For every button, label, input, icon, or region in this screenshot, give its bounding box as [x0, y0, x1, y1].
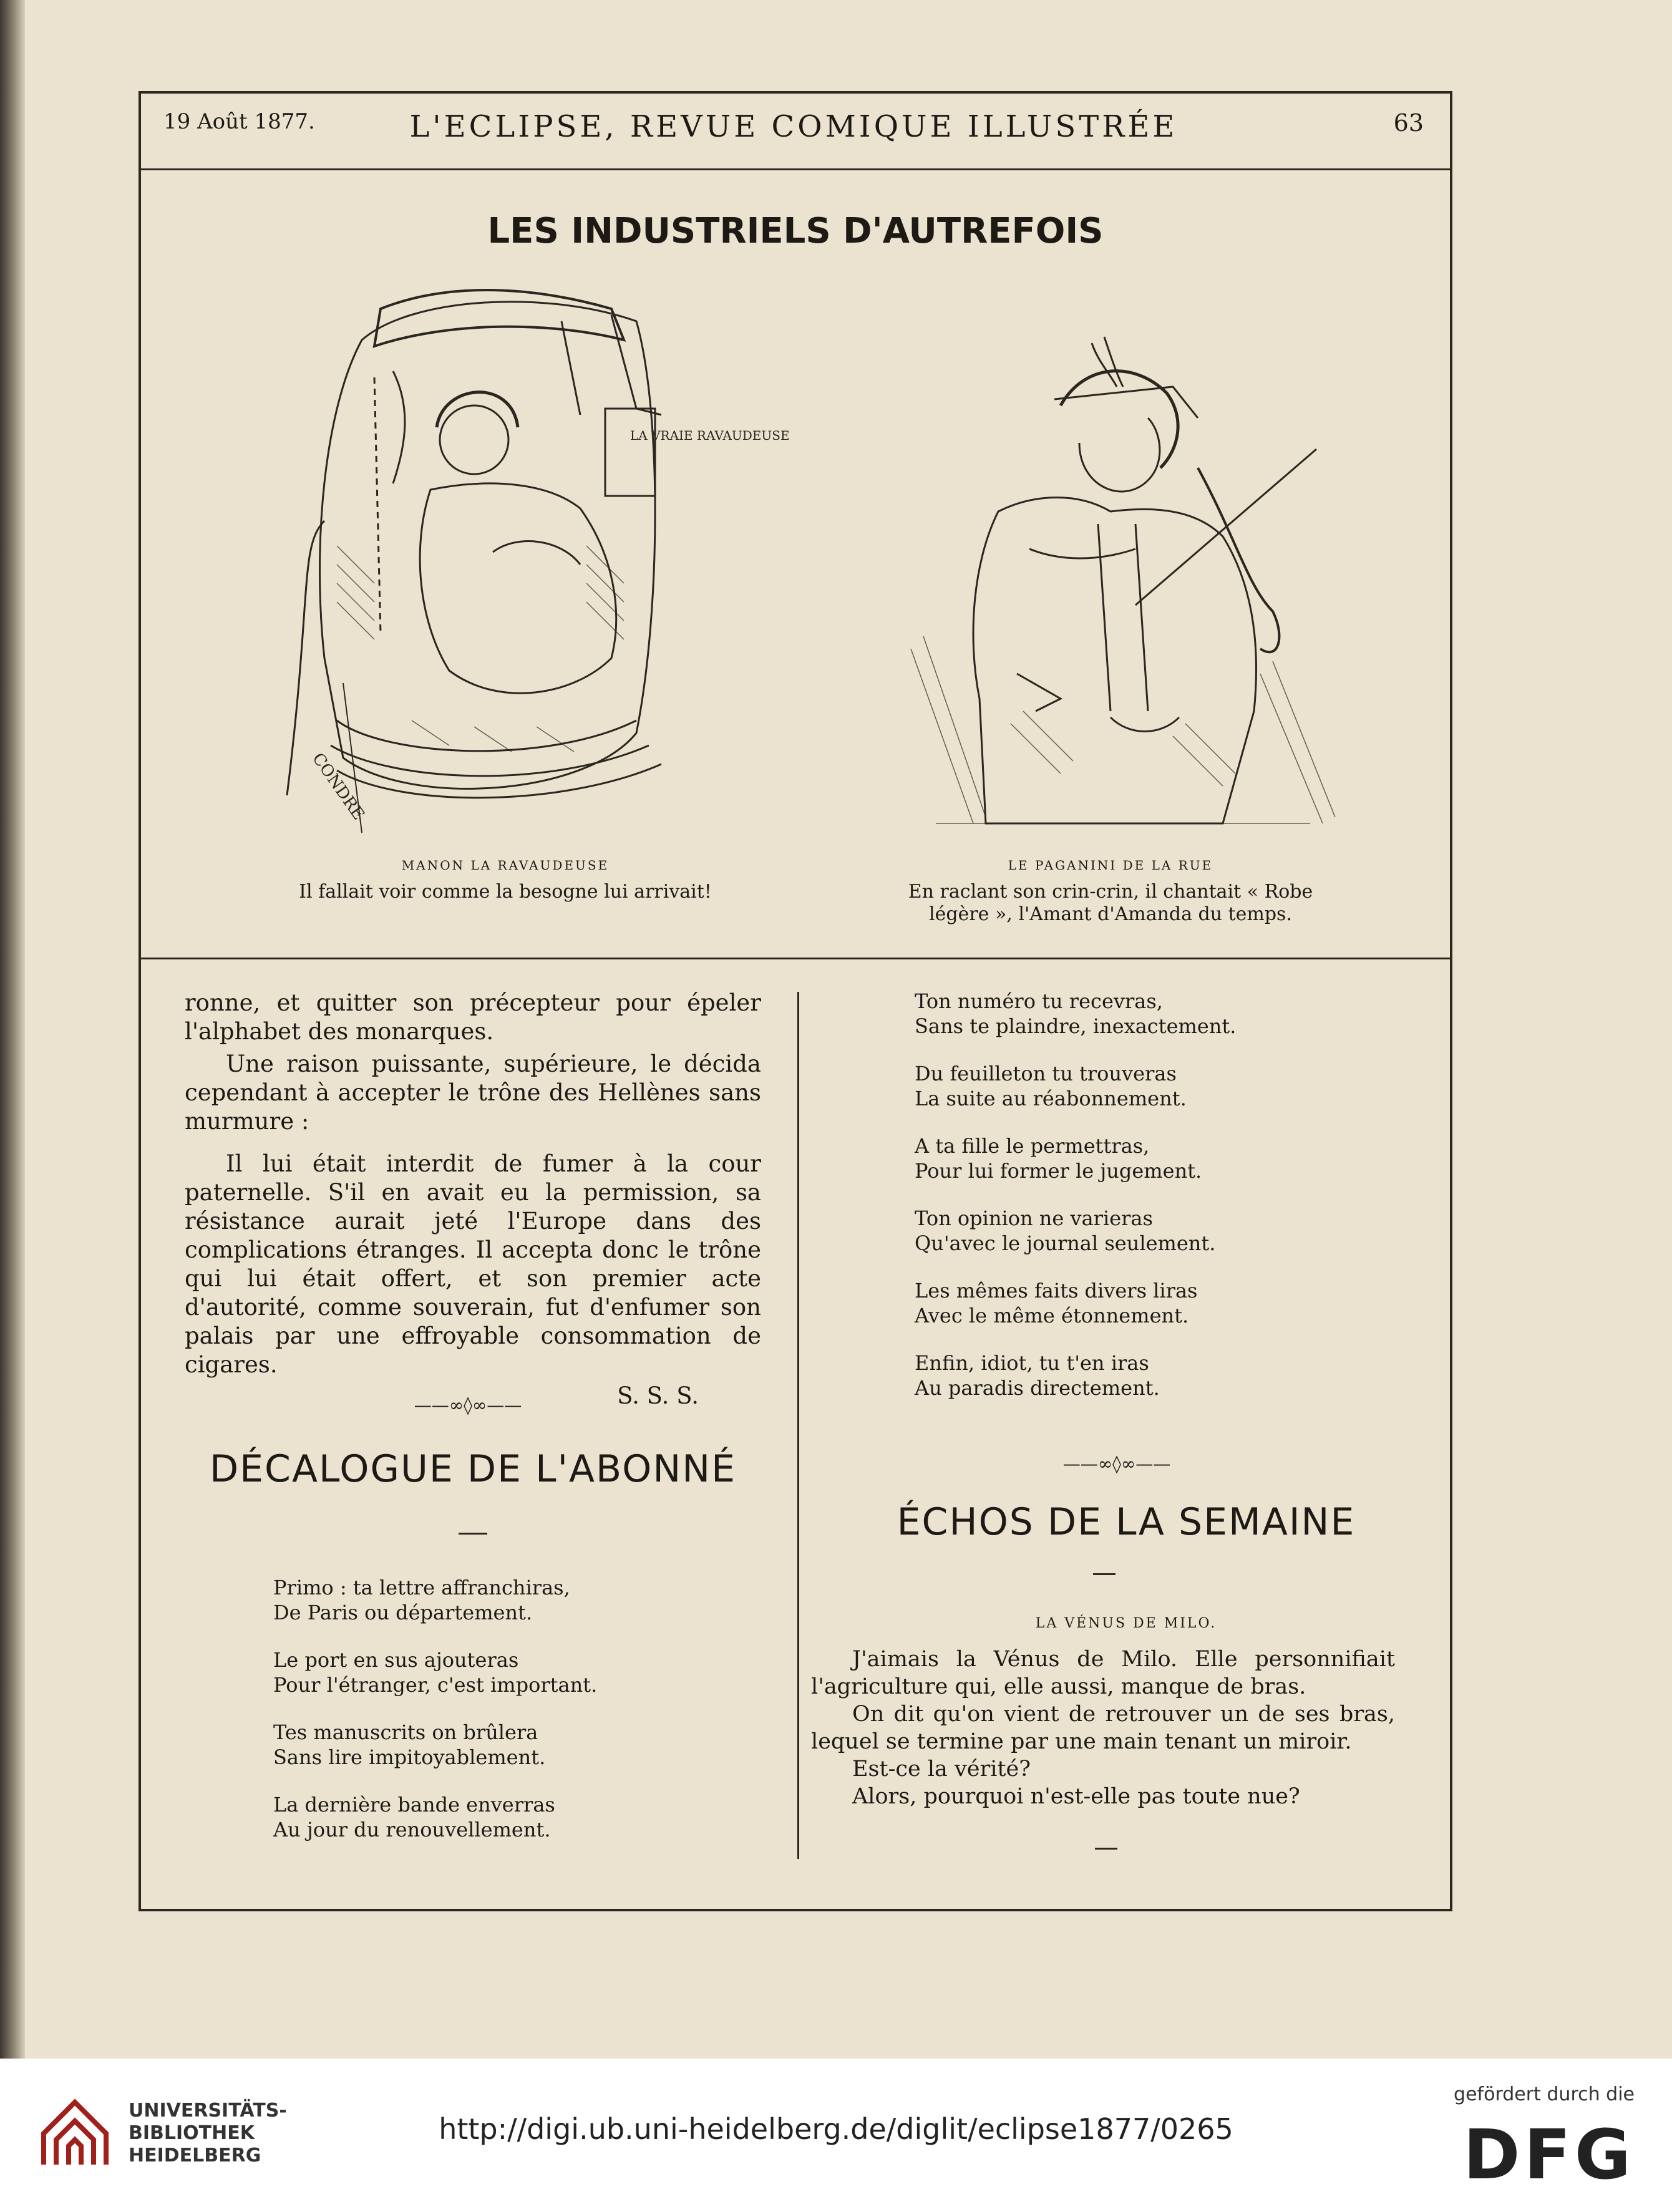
verse-line: Sans te plaindre, inexactement. [915, 1014, 1237, 1038]
verse-line: Ton numéro tu recevras, [915, 989, 1163, 1013]
ravaudeuse-sign-text: LA VRAIE RAVAUDEUSE [630, 428, 790, 443]
verse-line: Avec le même étonnement. [915, 1304, 1189, 1327]
short-dash-1 [459, 1533, 487, 1535]
stanza-8 [915, 1206, 1401, 1256]
decalogue-title: DÉCALOGUE DE L'ABONNÉ [209, 1447, 737, 1491]
verse-line: Pour l'étranger, c'est important. [273, 1673, 598, 1697]
column-divider [797, 992, 799, 1859]
page-number: 63 [1393, 109, 1424, 137]
verse-line: Le port en sus ajouteras [273, 1648, 519, 1672]
verse-line: Ton opinion ne varieras [915, 1206, 1153, 1230]
stanza-4 [273, 1792, 747, 1842]
echos-paragraph-2: On dit qu'on vient de retrouver un de ses bras, lequel se termine par une main tenant un miroir. [811, 1702, 1395, 1754]
echos-body [811, 1646, 1395, 1810]
verse-line: Pour lui former le jugement. [915, 1159, 1202, 1183]
manon-illustration [287, 284, 790, 839]
section-title-industriels: LES INDUSTRIELS D'AUTREFOIS [487, 211, 1104, 251]
verse-line: Sans lire impitoyablement. [273, 1745, 546, 1769]
ornament-right: ——∞◊∞—— [1062, 1453, 1171, 1474]
verse-line: Au paradis directement. [915, 1376, 1160, 1400]
verse-line: Enfin, idiot, tu t'en iras [915, 1351, 1149, 1375]
page-header [145, 109, 1442, 159]
decalogue-poem-right [915, 989, 1401, 1423]
stanza-6 [915, 1061, 1401, 1111]
verse-line: Au jour du renouvellement. [273, 1818, 551, 1841]
digitization-footer [0, 2059, 1672, 2212]
verse-line: Tes manuscrits on brûlera [273, 1720, 538, 1744]
ornament-left: ——∞◊∞—— [414, 1395, 522, 1415]
stanza-5 [915, 989, 1401, 1039]
library-line-2: BIBLIOTHEK [129, 2122, 255, 2144]
stanza-1 [273, 1575, 747, 1625]
funded-by-label: gefördert durch die [1454, 2083, 1635, 2105]
echos-paragraph-1: J'aimais la Vénus de Milo. Elle personnifiait l'agriculture qui, elle aussi, manque de bras. [811, 1647, 1395, 1699]
stanza-7 [915, 1133, 1401, 1183]
right-caption-line-1: En raclant son crin-crin, il chantait « Robe [908, 881, 1313, 903]
verse-line: Qu'avec le journal seulement. [915, 1231, 1216, 1255]
echos-title: ÉCHOS DE LA SEMAINE [897, 1500, 1356, 1544]
echos-paragraph-4: Alors, pourquoi n'est-elle pas toute nue? [852, 1784, 1300, 1809]
left-caption-text: Il fallait voir comme la besogne lui arrivait! [299, 881, 712, 903]
signature: S. S. S. [617, 1382, 699, 1409]
left-column-body [185, 989, 761, 1410]
verse-line: A ta fille le permettras, [915, 1134, 1150, 1158]
short-dash-3 [1095, 1848, 1117, 1850]
library-line-3: HEIDELBERG [129, 2145, 261, 2166]
source-url-link[interactable]: http://digi.ub.uni-heidelberg.de/diglit/eclipse1877/0265 [439, 2112, 1233, 2146]
verse-line: Les mêmes faits divers liras [915, 1279, 1198, 1302]
venus-subhead: LA VÉNUS DE MILO. [1035, 1616, 1217, 1631]
issue-date: 19 Août 1877. [163, 109, 315, 134]
decalogue-poem-left [273, 1575, 747, 1865]
artist-signature: CONDRE [308, 749, 368, 824]
stanza-3 [273, 1720, 747, 1770]
stanza-9 [915, 1278, 1401, 1328]
header-rule [141, 168, 1450, 170]
short-dash-2 [1093, 1573, 1115, 1575]
verse-line: La dernière bande enverras [273, 1793, 555, 1817]
library-line-1: UNIVERSITÄTS- [129, 2100, 287, 2122]
journal-title: L'ECLIPSE, REVUE COMIQUE ILLUSTRÉE [409, 109, 1178, 144]
stanza-10 [915, 1351, 1401, 1400]
paragraph-1: ronne, et quitter son précepteur pour épeler l'alphabet des monarques. [185, 989, 761, 1045]
stanza-2 [273, 1647, 747, 1697]
dfg-logo: DFG [1463, 2115, 1635, 2195]
verse-line: Du feuilleton tu trouveras [915, 1062, 1177, 1085]
right-caption-line-2: légère », l'Amant d'Amanda du temps. [929, 903, 1292, 925]
section-rule [141, 958, 1450, 959]
verse-line: Primo : ta lettre affranchiras, [273, 1576, 570, 1599]
left-caption-title: MANON LA RAVAUDEUSE [401, 858, 610, 873]
book-binding-edge [0, 0, 25, 2059]
paragraph-3: Il lui était interdit de fumer à la cour paternelle. S'il en avait eu la permission, sa résistance aurait jeté l'Europe dans des complications étranges. Il accepta donc le trône qui lui était offert, et son premier acte d'autorité, comme souverain, fut d'enfumer son palais par une effroyable consommation de cigares. [185, 1150, 761, 1378]
paragraph-2: Une raison puissante, supérieure, le décida cependant à accepter le trône des Hellènes sans murmure : [185, 1050, 761, 1135]
echos-paragraph-3: Est-ce la vérité? [852, 1757, 1031, 1782]
verse-line: De Paris ou département. [273, 1601, 533, 1624]
right-caption-title: LE PAGANINI DE LA RUE [1008, 858, 1213, 873]
paganini-illustration [873, 324, 1348, 836]
verse-line: La suite au réabonnement. [915, 1087, 1187, 1110]
